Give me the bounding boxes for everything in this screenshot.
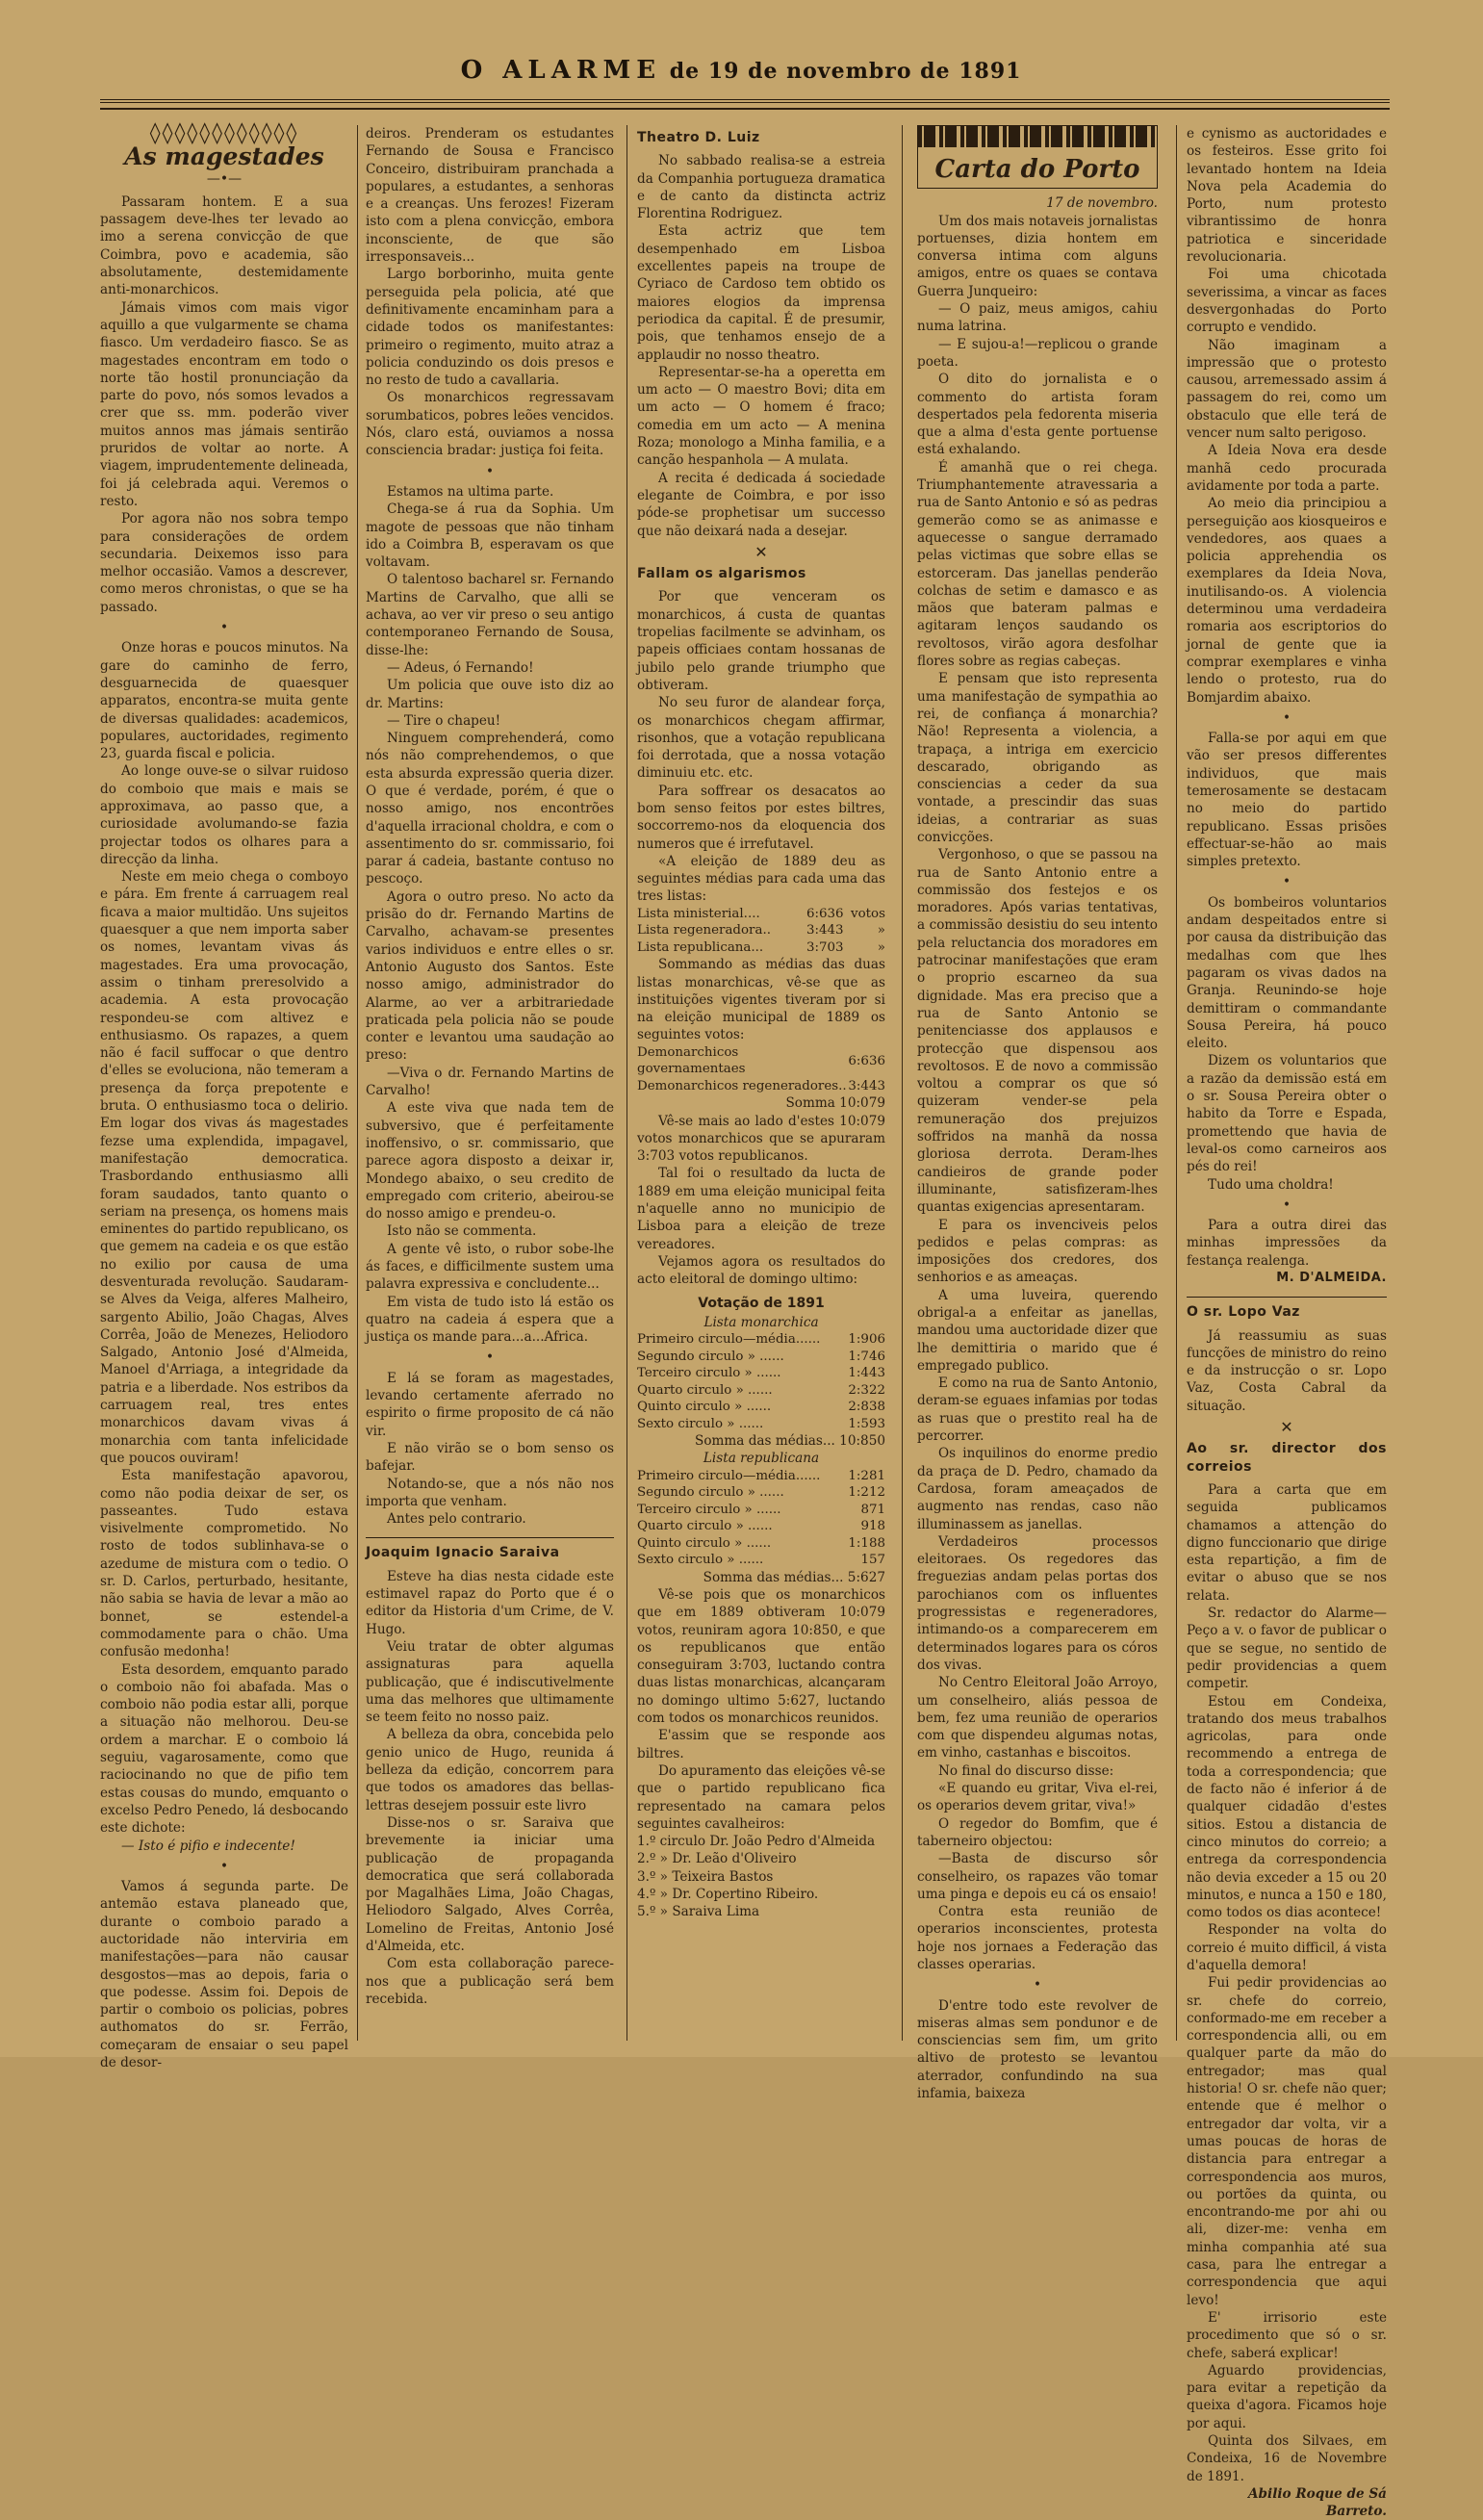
section-heading: Fallam os algarismos [637, 566, 806, 582]
paragraph: Representar-se-ha a operetta em um acto — O maestro Bovi; dita em um acto — O homem é fraco; comedia em um acto — A menina Roza; monologo a Minha familia, e a canção hespanhola — A mulata. [637, 364, 885, 469]
table-cell: Terceiro circulo » ...... [637, 1366, 781, 1381]
section-heading: Theatro D. Luiz [637, 130, 760, 145]
paragraph: O talentoso bacharel sr. Fernando Martins de Carvalho, que alli se achava, ao ver vir preso o seu antigo contemporaneo Fernando de Sousa, disse-lhe: [366, 572, 614, 658]
table-cell: 871 [860, 1502, 885, 1517]
paragraph: Um dos mais notaveis jornalistas portuenses, dizia hontem em conversa intima com alguns amigos, entre os quaes se contava Guerra Junqueiro: [917, 213, 1158, 299]
paragraph: — Tire o chapeu! [387, 712, 501, 729]
table-cell: Primeiro circulo—média...... [637, 1468, 821, 1483]
ornament: ◊◊◊◊◊◊◊◊◊◊◊◊ [149, 121, 299, 145]
table-cell: 2:838 [848, 1400, 885, 1415]
paragraph: E'assim que se responde aos biltres. [637, 1728, 885, 1761]
masthead [96, 56, 1386, 94]
paragraph: O dito do jornalista e o commento do artista foram despertados pela fedorenta miseria que a alma d'esta gente portuense está exhalando. [917, 372, 1158, 458]
paragraph: Estamos na ultima parte. [387, 483, 554, 500]
paragraph: Em vista de tudo isto lá estão os quatro na cadeia á espera que a justiça os mande para...a...Africa. [366, 1294, 614, 1346]
paragraph: Vejamos agora os resultados do acto eleitoral de domingo ultimo: [637, 1253, 885, 1288]
table-cell: votos [851, 906, 885, 921]
separator-cross: ✕ [1280, 1418, 1293, 1437]
table-cell: Lista ministerial.... [637, 906, 760, 921]
separator-dot: • [1033, 1977, 1042, 1993]
paragraph: Ao longe ouve-se o silvar ruidoso do comboio que mais e mais se approximava, ao passo que, a curiosidade avolumando-se fazia projectar todos os olhares para a direcção da linha. [100, 763, 348, 867]
list-title: Lista republicana [703, 1451, 820, 1467]
paragraph: A uma luveira, querendo obrigal-a a enfeitar as janellas, mandou uma auctoridade dizer que lhe demittiria o marido que é empregado publico. [917, 1287, 1158, 1374]
paragraph: Ninguem comprehenderá, como nós não comprehendemos, o que esta absurda expressão queria dizer. O que é verdade, porém, é que o nosso amigo, nos encontrões d'aquella irracional choldra, e com o assentimento do sr. commissario, foi parar á cadeia, bastante contuso no pescoço. [366, 731, 614, 887]
paragraph: Chega-se á rua da Sophia. Um magote de pessoas que não tinham ido a Coimbra B, esperavam os que voltavam. [366, 501, 614, 571]
column-divider [357, 125, 358, 2041]
paragraph: Para a carta que em seguida publicamos chamamos a attenção do digno funccionario que dirige esta repartição, a fim de evitar o abuso que se nos relata. [1187, 1481, 1387, 1604]
paragraph: — E sujou-a!—replicou o grande poeta. [917, 336, 1158, 370]
separator-dot: • [485, 1350, 495, 1366]
table-cell: 1:188 [848, 1535, 885, 1551]
paragraph: Quinta dos Silvaes, em Condeixa, 16 de Novembre de 1891. [1187, 2433, 1387, 2484]
paragraph: No seu furor de alandear força, os monarchicos chegam affirmar, risonhos, que a votação republicana foi derrotada, que a nossa votação diminuiu etc. etc. [637, 695, 885, 782]
paragraph: E' irrisorio este procedimento que só o sr. chefe, saberá explicar! [1187, 2309, 1387, 2361]
paragraph: Sr. redactor do Alarme—Peço a v. o favor de publicar o que se segue, no sentido de pedir providencias a quem competir. [1187, 1606, 1387, 1692]
section-heading: Joaquim Ignacio Saraiva [366, 1545, 560, 1561]
paragraph: Contra esta reunião de operarios inconscientes, protesta hoje nos jornaes a Federação das classes operarias. [917, 1904, 1158, 1972]
table-row [637, 1552, 885, 1569]
paragraph: No final do discurso disse: [938, 1762, 1114, 1779]
article-heading: Carta do Porto [934, 155, 1140, 184]
demonarchicos-table [637, 1044, 885, 1095]
table-cell: 1:212 [848, 1485, 885, 1501]
column-3 [637, 125, 885, 2041]
separator-dot: • [1282, 1196, 1291, 1213]
total: Somma das médias... 10:850 [695, 1433, 885, 1450]
signature: Abilio Roque de Sá Barreto. [1248, 2485, 1387, 2520]
paragraph: Ao meio dia principiou a perseguição aos kiosqueiros e vendedores, aos quaes a policia apprehendia os exemplares da Ideia Nova, inutilisando-os. A violencia determinou uma verdadeira romaria aos escriptorios do jornal de gente que ia comprar exemplares e vinha lendo o protesto, rua do Bomjardim abaixo. [1187, 496, 1387, 706]
paragraph: «A eleição de 1889 deu as seguintes médias para cada uma das tres listas: [637, 853, 885, 905]
table-cell: Segundo circulo » ...... [637, 1349, 784, 1364]
signature: M. D'ALMEIDA. [1276, 1271, 1387, 1285]
paragraph: — Isto é pifio e indecente! [121, 1838, 295, 1854]
paragraph: Largo borborinho, muita gente perseguida pela policia, até que definitivamente encaminham para a cidade todos os manifestantes: primeiro o regimento, muito atraz a policia conduzindo os dois presos e no resto de tudo a cavallaria. [366, 267, 614, 389]
paragraph: Vergonhoso, o que se passou na rua de Santo Antonio entre a commissão dos festejos e os moradores. Após varias tentativas, a commissão desistiu do seu intento pela reluctancia dos moradores em patrocinar manifestações que eram o proprio escarneo da sua dignidade. Mas era preciso que a rua de Santo Antonio se penitenciasse dos applausos e protecção que dispensou aos revoltosos. E de novo a commissão voltou a comprar os que só quizeram vender-se pela remuneração dos prejuizos soffridos na manhã da nossa gloriosa derrota. Deram-lhes candieiros de grande poder illuminante, satisfizeram-lhes quantas exigencias apresentaram. [917, 847, 1158, 1216]
paragraph: E como na rua de Santo Antonio, deram-se eguaes infamias por todas as ruas que o prestito real ha de percorrer. [917, 1376, 1158, 1445]
table-row [637, 1518, 885, 1535]
paragraph: Esta manifestação apavorou, como não podia deixar de ser, os passeantes. Tudo estava visivelmente comprometido. No rosto de todos sublinhava-se o azedume de mistura com o tedio. O sr. D. Carlos, perturbado, hesitante, não sabia se havia de levar a mão ao bonnet, se estendel-a commodamente para o chão. Uma confusão medonha! [100, 1468, 348, 1660]
table-cell: 1:281 [848, 1468, 885, 1483]
list-item: 5.º » Saraiva Lima [637, 1904, 760, 1920]
paragraph: E lá se foram as magestades, levando certamente aferrado no espirito o firme proposito de cá não vir. [366, 1370, 614, 1439]
table-cell: 3:703 [805, 939, 844, 955]
paragraph: Isto não se commenta. [387, 1223, 537, 1240]
paragraph: Agora o outro preso. No acto da prisão do dr. Fernando Martins de Carvalho, achavam-se presentes varios individuos e entre elles o sr. Antonio Augusto dos Santos. Este nosso amigo, administrador do Alarme, ao ver a arbitrariedade praticada pela policia não se poude conter e levantou uma saudação ao preso: [366, 888, 614, 1064]
table-cell: Quinto circulo » ...... [637, 1535, 772, 1551]
column-4 [917, 125, 1158, 2102]
paragraph: Não imaginam a impressão que o protesto causou, arremessado assim á passagem do rei, como um obstaculo que elle terá de vencer num salto perigoso. [1187, 337, 1387, 442]
table-row [637, 1399, 885, 1416]
table-cell: 1:906 [848, 1332, 885, 1348]
paragraph: Responder na volta do correio é muito difficil, á vista d'aquella demora! [1187, 1922, 1387, 1973]
paragraph: Os inquilinos do enorme predio da praça de D. Pedro, chamado da Cardosa, foram ameaçados de augmento nas rendas, caso não illuminassem as janellas. [917, 1446, 1158, 1532]
separator-dot: • [1282, 874, 1291, 890]
column-divider [626, 125, 627, 2041]
table-cell: 918 [860, 1519, 885, 1534]
paragraph: Esta actriz que tem desempenhado em Lisboa excellentes papeis na troupe de Cyriaco de Cardoso tem obtido os maiores elogios da imprensa periodica da capital. É de presumir, pois, que tenhamos ensejo de a applaudir no nosso theatro. [637, 223, 885, 363]
table-cell: » [877, 923, 885, 939]
column-2 [366, 125, 614, 2041]
separator-cross: ✕ [754, 542, 768, 561]
paragraph: Disse-nos o sr. Saraiva que brevemente ia iniciar uma publicação de propaganda democratica que será collaborada por Magalhães Lima, João Chagas, Heliodoro Salgado, Alves Corrêa, Lomelino de Freitas, Antonio José d'Almeida, etc. [366, 1814, 614, 1954]
carta-heading-box [917, 125, 1158, 189]
table-row [637, 1078, 885, 1095]
paragraph: Notando-se, que a nós não nos importa que venham. [366, 1476, 614, 1509]
table-row [637, 1468, 885, 1485]
dateline: 17 de novembro. [1046, 195, 1158, 212]
paragraph: Falla-se por aqui em que vão ser presos differentes individuos, que mais temerosamente se destacam no meio do partido republicano. Essas prisões effectuar-se-hão ao mais simples pretexto. [1187, 731, 1387, 870]
table-row [637, 1484, 885, 1502]
paragraph: deiros. Prenderam os estudantes Fernando de Sousa e Francisco Conceiro, distribuiram pranchada a populares, a estudantes, a senhoras e a creanças. Uns ferozes! Fizeram isto com a plena convicção, embora inconsciente, de que são irresponsaveis... [366, 126, 614, 266]
paragraph: É amanhã que o rei chega. Triumphantemente atravessaria a rua de Santo Antonio e só as pedras gemerão como se as animasse e aquecesse o sangue derramado pelas victimas que sobre ellas se estorceram. Das janellas penderão colchas de setim e damasco e as mãos que bateram palmas e agitaram lenços saudando os revoltosos, virão agora desfolhar flores sobre as regias cabeças. [917, 459, 1158, 670]
paragraph: Veiu tratar de obter algumas assignaturas para aquella publicação, que é indiscutivelmente uma das melhores que ultimamente se teem feito no nosso paiz. [366, 1638, 614, 1726]
masthead-date: de 19 de novembro de 1891 [669, 59, 1022, 84]
table-row [637, 1044, 885, 1078]
column-divider [902, 125, 903, 2041]
table-cell: Segundo circulo » ...... [637, 1485, 784, 1501]
table-cell: Sexto circulo » ...... [637, 1553, 764, 1568]
paragraph: Tudo uma choldra! [1208, 1176, 1334, 1193]
list-item: 4.º » Dr. Copertino Ribeiro. [637, 1887, 819, 1903]
list-item: 2.º » Dr. Leão d'Oliveiro [637, 1851, 797, 1867]
table-cell: 1:746 [848, 1349, 885, 1364]
paragraph: Neste em meio chega o comboyo e pára. Em frente á carruagem real ficava a maior multidão. Uns sujeitos quaesquer a que nem importa saber os nomes, levantam vivas ás magestades. Era uma provocação, assim o tinham preresolvido a academia. A esta provocação respondeu-se com altivez e enthusiasmo. Os rapazes, a quem não é facil suffocar o que dentro d'elles se evoluciona, não temeram a presença da força prepotente e bruta. O enthusiasmo toca o delirio. Em logar dos vivas ás magestades fezse uma explendida, impagavel, manifestação democratica. Trasbordando enthusiasmo alli foram saudados, tanto quanto o seriam na presença, os homens mais eminentes do partido republicano, os que gemem na cadeia e os que estão no exilio por causa de uma desventurada revolução. Saudaram-se Alves da Veiga, alferes Malheiro, sargento Abilio, João Chagas, Alves Corrêa, João de Menezes, Heliodoro Salgado, Antonio José d'Almeida, Manoel d'Arriaga, a integridade da patria e a liberdade. Nos estribos da carruagem real, tres entes monarchicos davam vivas á monarchia com tanta infelicidade que poucos ouviram! [100, 869, 348, 1466]
paragraph: E pensam que isto representa uma manifestação de sympathia ao rei, de confiança á monarchia? Não! Representa a violencia, a trapaça, a intriga em exercicio descarado, obrigando as consciencias a ceder da sua vontade, a prescindir das suas ideias, a contrariar as suas convicções. [917, 671, 1158, 845]
lists-1889-table [637, 906, 885, 957]
paragraph: A Ideia Nova era desde manhã cedo procurada avidamente por toda a parte. [1187, 443, 1387, 494]
paragraph: A recita é dedicada á sociedade elegante de Coimbra, e por isso póde-se prophetisar um successo que não deixará nada a desejar. [637, 470, 885, 539]
paragraph: Tal foi o resultado da lucta de 1889 em uma eleição municipal feita n'aquelle anno no municipio de Lisboa para a eleição de treze vereadores. [637, 1166, 885, 1252]
table-row [637, 922, 885, 939]
table-cell: Quinto circulo » ...... [637, 1400, 772, 1415]
section-heading: O sr. Lopo Vaz [1187, 1304, 1300, 1321]
paragraph: Aguardo providencias, para evitar a repetição da queixa d'agora. Ficamos hoje por aqui. [1187, 2362, 1387, 2431]
paragraph: Os bombeiros voluntarios andam despeitados entre si por causa da distribuição das medalhas com que lhes pagaram os vivas dados na Granja. Reunindo-se hoje demittiram o commandante Sousa Pereira, há pouco eleito. [1187, 894, 1387, 1052]
table-row [637, 1349, 885, 1366]
lista-republicana-table [637, 1468, 885, 1569]
paragraph: E não virão se o bom senso os bafejar. [366, 1440, 614, 1475]
paragraph: Do apuramento das eleições vê-se que o partido republicano fica representado na camara pelos seguintes cavalheiros: [637, 1762, 885, 1832]
masthead-rule [100, 99, 1390, 103]
paragraph: Os monarchicos regressavam sorumbaticos, pobres leões vencidos. Nós, claro está, ouviamos a nossa consciencia bradar: justiça foi feita. [366, 390, 614, 459]
paragraph: Com esta collaboração parece-nos que a publicação será bem recebida. [366, 1956, 614, 2007]
section-heading: Ao sr. director dos correios [1187, 1441, 1387, 1475]
table-cell: Sexto circulo » ...... [637, 1416, 764, 1431]
table-cell: Demonarchicos governamentaes [637, 1044, 746, 1077]
column-divider [1176, 125, 1177, 2041]
paragraph: «E quando eu gritar, Viva el-rei, os operarios devem gritar, viva!» [917, 1781, 1158, 1814]
list-title: Lista monarchica [703, 1314, 819, 1330]
paragraph: Jámais vimos com mais vigor aquillo a que vulgarmente se chama fiasco. Um verdadeiro fiasco. Se as magestades encontram em todo o norte tão hostil pronunciação da parte do povo, nós somos levados a crer que ss. mm. poderão viver muitos annos mas jámais sentirão pruridos de voltar ao norte. A viagem, imprudentemente delineada, foi já celebrada aqui. Veremos o resto. [100, 299, 348, 509]
column-1 [100, 121, 348, 2071]
list-item: 1.º circulo Dr. João Pedro d'Almeida [637, 1834, 876, 1850]
section-rule [1187, 1297, 1387, 1298]
list-item: 3.º » Teixeira Bastos [637, 1868, 774, 1885]
total: Somma 10:079 [785, 1095, 885, 1112]
table-cell: Quarto circulo » ...... [637, 1382, 773, 1398]
paragraph: Para soffrear os desacatos ao bom senso feitos por estes biltres, soccorremo-nos da eloquencia dos numeros que é irrefutavel. [637, 783, 885, 852]
table-row [637, 1365, 885, 1382]
paragraph: — Adeus, ó Fernando! [387, 659, 534, 676]
paragraph: Para a outra direi das minhas impressões da festança realenga. [1187, 1218, 1387, 1269]
paragraph: — O paiz, meus amigos, cahiu numa latrina. [917, 301, 1158, 335]
table-cell: » [877, 939, 885, 955]
table-cell: Quarto circulo » ...... [637, 1519, 773, 1534]
table-row [637, 1416, 885, 1433]
paragraph: e cynismo as auctoridades e os festeiros. Esse grito foi levantado hontem na Ideia Nova pela Academia do Porto, num protesto vibrantissimo de honra patriotica e sinceridade revolucionaria. [1187, 126, 1387, 266]
paragraph: Um policia que ouve isto diz ao dr. Martins: [366, 678, 614, 711]
table-cell: Lista republicana... [637, 939, 764, 955]
ornament-bar [918, 126, 1157, 147]
table-cell: 2:322 [848, 1382, 885, 1398]
paragraph: Passaram hontem. E a sua passagem deve-lhes ter levado ao imo a serena convicção de que Coimbra, povo e academia, são absolutamente, destemidamente anti-monarchicos. [100, 193, 348, 298]
paragraph: Vê-se mais ao lado d'estes 10:079 votos monarchicos que se apuraram 3:703 votos republicanos. [637, 1113, 885, 1165]
paragraph: Vamos á segunda parte. De antemão estava planeado que, durante o comboio parado a auctoridade não interviria em manifestações—para não causar desgostos—mas ao depois, faria o que podesse. Assim foi. Depois de partir o comboio os policias, pobres authomatos do sr. Ferrão, começaram de ensaiar o seu papel de desor- [100, 1879, 348, 2071]
paragraph: Antes pelo contrario. [387, 1511, 526, 1528]
paragraph: O regedor do Bomfim, que é taberneiro objectou: [917, 1815, 1158, 1849]
column-5 [1187, 125, 1388, 2520]
paragraph: No Centro Eleitoral João Arroyo, um conselheiro, aliás pessoa de bem, fez uma reunião de operarios com que dispendeu algumas notas, em vinho, castanhas e biscoitos. [917, 1675, 1158, 1761]
table-cell: 1:593 [848, 1416, 885, 1431]
paragraph: A este viva que nada tem de subversivo, que é perfeitamente inoffensivo, o sr. commissario, que parece agora disposto a deixar ir, Mondego abaixo, o seu credito de empregado com criterio, abeirou-se do nosso amigo e prendeu-o. [366, 1100, 614, 1222]
separator: —•— [206, 170, 243, 187]
separator-dot: • [219, 620, 229, 636]
paragraph: E para os invenciveis pelos pedidos e pelas compras: as imposições dos credores, dos senhorios e as ameaças. [917, 1217, 1158, 1286]
table-cell: Demonarchicos regeneradores.. [637, 1078, 847, 1093]
paragraph: Por agora não nos sobra tempo para considerações de ordem secundaria. Deixemos isso para melhor occasião. Vamos a descrever, como meros chronistas, o que se ha passado. [100, 511, 348, 615]
table-cell: 1:443 [848, 1366, 885, 1381]
paragraph: Já reassumiu as suas funcções de ministro do reino e da instrucção o sr. Lopo Vaz, Costa Cabral da situação. [1187, 1327, 1387, 1414]
paragraph: A gente vê isto, o rubor sobe-lhe ás faces, e difficilmente sustem uma palavra expressiva e concludente... [366, 1241, 614, 1293]
separator-dot: • [219, 1858, 229, 1874]
paragraph: No sabbado realisa-se a estreia da Companhia portugueza dramatica e de canto da distincta actriz Florentina Rodriguez. [637, 153, 885, 222]
table-row [637, 1331, 885, 1349]
paragraph: Onze horas e poucos minutos. Na gare do caminho de ferro, desguarnecida de quaesquer apparatos, encontra-se muita gente de diversas qualidades: academicos, populares, auctoridades, regimento 23, guarda fiscal e policia. [100, 640, 348, 762]
table-cell: 157 [860, 1553, 885, 1568]
paragraph: Verdadeiros processos eleitoraes. Os regedores das freguezias andam pelas portas dos parochianos com os influentes progressistas e regeneradores, intimando-os a comparecerem em determinados logares para os córos dos vivas. [917, 1533, 1158, 1673]
masthead-title: O ALARME [460, 56, 662, 85]
total: Somma das médias... 5:627 [703, 1569, 885, 1585]
table-cell: 3:443 [805, 923, 844, 939]
masthead-rule-2 [100, 108, 1390, 110]
paragraph: Sommando as médias das duas listas monarchicas, vê-se que as instituições vigentes tiveram por si na eleição municipal de 1889 os seguintes votos: [637, 957, 885, 1043]
table-cell: Lista regeneradora.. [637, 923, 771, 939]
table-cell: Primeiro circulo—média...... [637, 1332, 821, 1348]
paragraph: D'entre todo este revolver de miseras almas sem pondunor e de consciencias sem fim, um grito altivo de protesto se levantou aterrador, confundindo na sua infamia, baixeza [917, 1997, 1158, 2102]
lista-monarchica-table [637, 1331, 885, 1432]
table-row [637, 939, 885, 957]
paragraph: Por que venceram os monarchicos, á custa de quantas tropelias facilmente se advinham, os papeis officiaes contam hossanas de jubilo pelo grande triumpho que obtiveram. [637, 589, 885, 693]
table-row [637, 906, 885, 923]
paragraph: Fui pedir providencias ao sr. chefe do correio, conformado-me em receber a correspondencia alli, ou em qualquer parte da mão do entregador; mas qual historia! O sr. chefe não quer; entende que é melhor o entregador dar volta, vir a umas poucas de horas de distancia para entregar a correspondencia aos muros, ou portões da quinta, ou encontrando-me por ahi ou ali, dizer-me: venha em minha companhia até sua casa, para lhe entregar a correspondencia que aqui levo! [1187, 1975, 1387, 2308]
paragraph: —Viva o dr. Fernando Martins de Carvalho! [366, 1065, 614, 1099]
table-cell: 3:443 [848, 1078, 885, 1093]
paragraph: Esta desordem, emquanto parado o comboio não foi abafada. Mas o comboio não podia estar alli, porque a situação não melhorou. Deu-se ordem a marchar. E o comboio lá seguiu, vagarosamente, como que raciocinando no que de pifio tem estas cousas do mundo, emquanto o excelso Pedro Penedo, lá desbocando este dichote: [100, 1661, 348, 1837]
paragraph: A belleza da obra, concebida pelo genio unico de Hugo, reunida á belleza da edição, concorrem para que todos os amadores das bellas-lettras desejem possuir este livro [366, 1727, 614, 1813]
section-rule [366, 1537, 614, 1538]
paragraph: —Basta de discurso sôr conselheiro, os rapazes vão tomar uma pinga e depois eu cá os ensaio! [917, 1851, 1158, 1902]
table-cell: Terceiro circulo » ...... [637, 1502, 781, 1517]
table-cell: 6:636 [805, 906, 844, 921]
table-row [637, 1502, 885, 1519]
table-cell: 6:636 [848, 1053, 885, 1068]
table-row [637, 1535, 885, 1553]
paragraph: Vê-se pois que os monarchicos que em 1889 obtiveram 10:079 votos, reuniram agora 10:850, e que os republicanos que então conseguiram 3:703, luctando contra duas listas monarchicas, alcançaram no domingo ultimo 5:627, luctando com todos os monarchicos reunidos. [637, 1587, 885, 1727]
section-subheading: Votação de 1891 [698, 1295, 825, 1311]
paragraph: Esteve ha dias nesta cidade este estimavel rapaz do Porto que é o editor da Historia d'um Crime, de V. Hugo. [366, 1568, 614, 1637]
separator-dot: • [485, 463, 495, 479]
separator-dot: • [1282, 709, 1291, 726]
paragraph: Estou em Condeixa, tratando dos meus trabalhos agricolas, para onde recommendo a entrega de toda a correspondencia; que de facto não é inferior á de qualquer cidadão d'estes sitios. Estou a distancia de cinco minutos do correio; a entrega da correspondencia não devia exceder a 15 ou 20 minutos, e nunca a 150 e 180, como todos os dias acontece! [1187, 1693, 1388, 1921]
paragraph: Foi uma chicotada severissima, a vincar as faces desvergonhadas do Porto corrupto e vendido. [1187, 267, 1387, 336]
paragraph: Dizem os voluntarios que a razão da demissão está em o sr. Sousa Pereira obter o habito da Torre e Espada, promettendo que havia de leval-os como carneiros aos pés do rei! [1187, 1053, 1387, 1175]
article-heading: As magestades [124, 142, 324, 171]
table-row [637, 1382, 885, 1400]
